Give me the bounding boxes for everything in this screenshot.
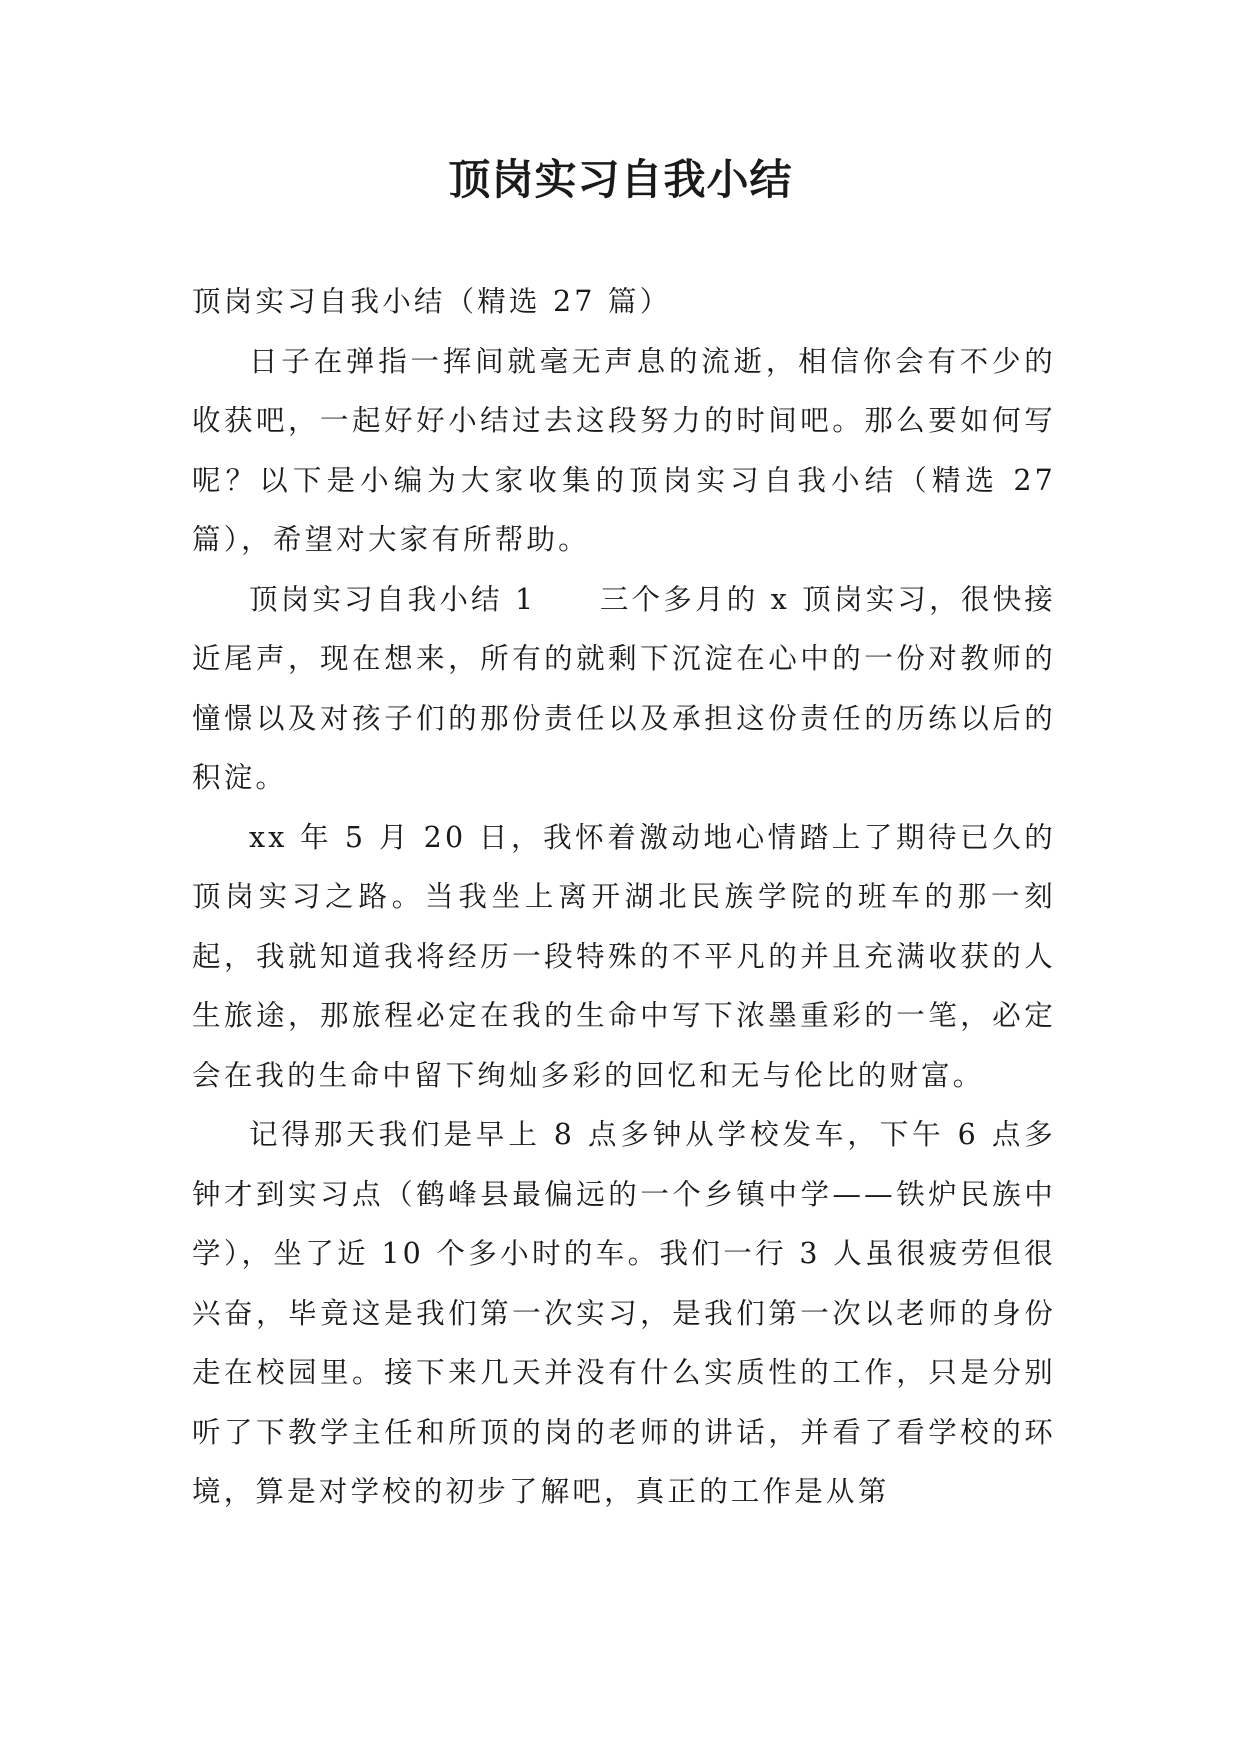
paragraph-arrival: 记得那天我们是早上 8 点多钟从学校发车，下午 6 点多钟才到实习点（鹤峰县最偏远的一个乡镇中学——铁炉民族中学），坐了近 10 个多小时的车。我们一行 3 人虽很疲劳但很兴奋，毕竟这是我们第一次实习，是我们第一次以老师的身份走在校园里。接下来几天并没有什么实质性的工作，只是分别听了下教学主任和所顶的岗的老师的讲话，并看了看学校的环境，算是对学校的初步了解吧，真正的工作是从第 bbox=[192, 1118, 1056, 1508]
document-body bbox=[192, 272, 1056, 1522]
paragraph-intro: 日子在弹指一挥间就毫无声息的流逝，相信你会有不少的收获吧，一起好好小结过去这段努力的时间吧。那么要如何写呢？以下是小编为大家收集的顶岗实习自我小结（精选 27 篇），希望对大家有所帮助。 bbox=[192, 344, 1056, 556]
document-subtitle: 顶岗实习自我小结（精选 27 篇） bbox=[192, 285, 672, 318]
paragraph-summary-1: 顶岗实习自我小结 1 三个多月的 x 顶岗实习，很快接近尾声，现在想来，所有的就剩下沉淀在心中的一份对教师的憧憬以及对孩子们的那份责任以及承担这份责任的历练以后的积淀。 bbox=[192, 582, 1056, 794]
document-title: 顶岗实习自我小结 bbox=[448, 155, 793, 204]
paragraph-departure: xx 年 5 月 20 日，我怀着激动地心情踏上了期待已久的顶岗实习之路。当我坐上离开湖北民族学院的班车的那一刻起，我就知道我将经历一段特殊的不平凡的并且充满收获的人生旅途，那旅程必定在我的生命中写下浓墨重彩的一笔，必定会在我的生命中留下绚灿多彩的回忆和无与伦比的财富。 bbox=[192, 820, 1056, 1092]
